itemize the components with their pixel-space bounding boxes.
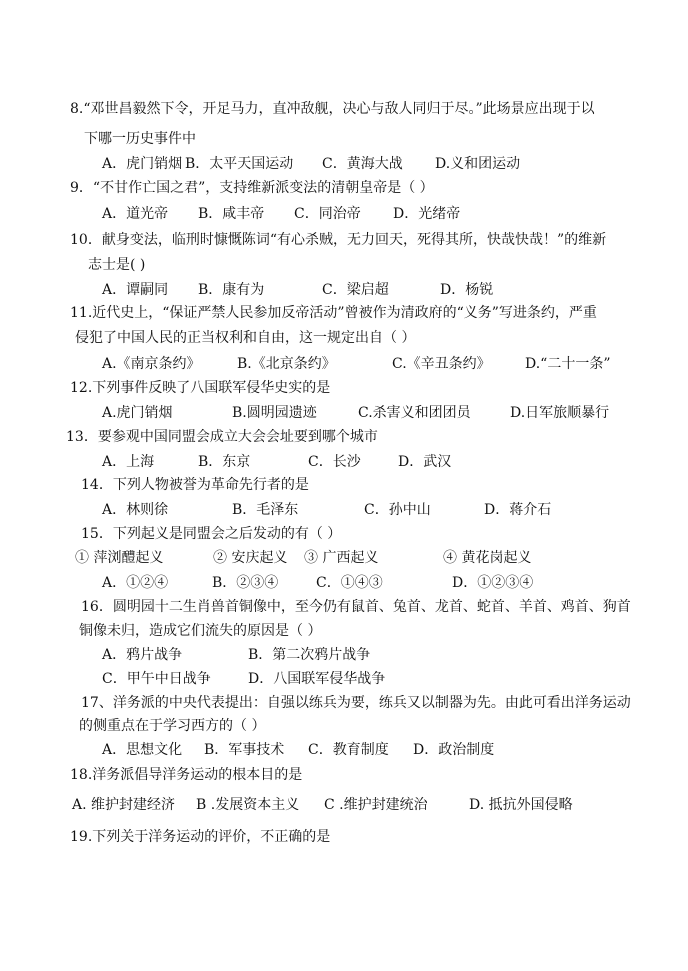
item-2: ② 安庆起义: [213, 550, 288, 566]
option-d: D．政治制度: [413, 742, 495, 758]
question-8-stem-line-1: 8.“邓世昌毅然下令，开足马力，直冲敌舰，决心与敌人同归于尽。”此场景应出现于以: [70, 101, 595, 117]
option-c: C.杀害义和团团员: [358, 405, 471, 421]
question-16-stem-line-2: 铜像未归，造成它们流失的原因是（ ）: [79, 623, 322, 639]
question-15-stem: 15．下列起义是同盟会之后发动的有（ ）: [81, 526, 342, 542]
option-d: D．①②③④: [452, 575, 534, 591]
option-c: C.《辛丑条约》: [392, 356, 491, 372]
option-d: D．蒋介石: [484, 502, 552, 518]
option-a: A．思想文化: [102, 742, 183, 758]
item-4: ④ 黄花岗起义: [443, 550, 532, 566]
option-c: C．黄海大战: [322, 156, 403, 172]
option-a: A．道光帝: [102, 206, 169, 222]
question-11-stem-line-2: 侵犯了中国人民的正当权利和自由，这一规定出自（ ）: [75, 330, 416, 346]
option-d: D．八国联军侵华战争: [248, 671, 386, 687]
option-c: C .维护封建统治: [324, 797, 428, 813]
question-12-stem: 12.下列事件反映了八国联军侵华史实的是: [70, 380, 331, 396]
option-a: A. 维护封建经济: [72, 797, 176, 813]
option-c: C．教育制度: [308, 742, 389, 758]
option-c: C．①④③: [316, 575, 383, 591]
option-b: B．咸丰帝: [198, 206, 265, 222]
option-b: B．太平天国运动: [185, 156, 294, 172]
question-9-stem: 9．“不甘作亡国之君”，支持维新派变法的清朝皇帝是（ ）: [70, 180, 434, 196]
question-17-stem-line-2: 的侧重点在于学习西方的（ ）: [79, 718, 266, 734]
option-d: D. 抵抗外国侵略: [469, 797, 573, 813]
option-a: A．虎门销烟: [102, 156, 183, 172]
question-18-stem: 18.洋务派倡导洋务运动的根本目的是: [70, 767, 303, 783]
option-b: B．康有为: [198, 282, 265, 298]
option-b: B．东京: [198, 454, 251, 470]
option-a: A．上海: [102, 454, 155, 470]
question-19-stem: 19.下列关于洋务运动的评价，不正确的是: [70, 829, 331, 845]
option-d: D．武汉: [398, 454, 452, 470]
question-10-stem-line-1: 10．献身变法，临刑时慷慨陈词“有心杀贼，无力回天，死得其所，快哉快哉！”的维新: [70, 232, 607, 248]
question-8-stem-line-2: 下哪一历史事件中: [84, 131, 196, 147]
option-a: A．鸦片战争: [102, 647, 183, 663]
option-a: A．林则徐: [102, 502, 169, 518]
option-d: D．光绪帝: [393, 206, 461, 222]
item-3: ③ 广西起义: [304, 550, 379, 566]
item-1: ① 萍浏醴起义: [75, 550, 164, 566]
option-b: B.圆明园遗迹: [232, 405, 317, 421]
question-10-stem-line-2: 志士是( ): [88, 257, 146, 273]
option-b: B．第二次鸦片战争: [248, 647, 371, 663]
question-14-stem: 14．下列人物被誉为革命先行者的是: [81, 477, 309, 493]
option-b: B．毛泽东: [232, 502, 299, 518]
option-d: D.义和团运动: [435, 156, 521, 172]
option-c: C．甲午中日战争: [102, 671, 211, 687]
option-c: C．长沙: [308, 454, 361, 470]
option-b: B.《北京条约》: [237, 356, 336, 372]
question-16-stem-line-1: 16．圆明园十二生肖兽首铜像中，至今仍有鼠首、兔首、龙首、蛇首、羊首、鸡首、狗首: [81, 599, 631, 615]
option-a: A.虎门销烟: [102, 405, 173, 421]
question-11-stem-line-1: 11.近代史上，“保证严禁人民参加反帝活动”曾被作为清政府的“义务”写进条约，严重: [70, 305, 597, 321]
option-b: B．军事技术: [204, 742, 285, 758]
option-b: B .发展资本主义: [196, 797, 300, 813]
option-d: D．杨锐: [440, 282, 494, 298]
option-a: A．谭嗣同: [102, 282, 169, 298]
option-b: B．②③④: [212, 575, 279, 591]
option-c: C．孙中山: [364, 502, 431, 518]
option-a: A．①②④: [102, 575, 169, 591]
option-d: D.日军旅顺暴行: [510, 405, 610, 421]
question-17-stem-line-1: 17、洋务派的中央代表提出：自强以练兵为要，练兵又以制器为先。由此可看出洋务运动: [81, 695, 631, 711]
option-a: A.《南京条约》: [102, 356, 201, 372]
option-c: C．同治帝: [294, 206, 361, 222]
option-d: D.“二十一条”: [525, 356, 611, 372]
option-c: C．梁启超: [322, 282, 389, 298]
question-13-stem: 13．要参观中国同盟会成立大会会址要到哪个城市: [66, 429, 378, 445]
